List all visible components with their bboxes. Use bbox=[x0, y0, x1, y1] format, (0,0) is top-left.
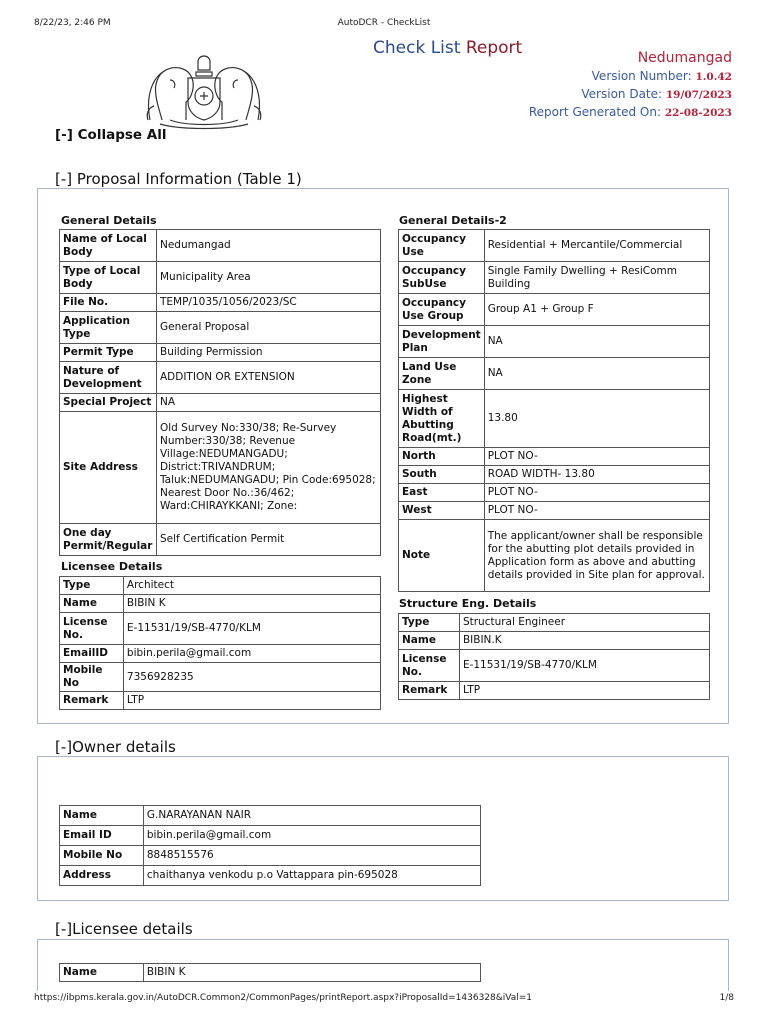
table-row bbox=[60, 613, 381, 645]
report-generated-value: 22-08-2023 bbox=[664, 107, 732, 119]
table-row bbox=[60, 524, 381, 556]
report-title-part1: Check List bbox=[373, 38, 461, 58]
table-row bbox=[60, 262, 381, 294]
general-details-2-caption: General Details-2 bbox=[399, 214, 507, 227]
report-meta bbox=[529, 50, 732, 122]
row-value: NA bbox=[156, 394, 380, 412]
row-value: G.NARAYANAN NAIR bbox=[143, 806, 480, 826]
row-key: Permit Type bbox=[60, 344, 157, 362]
row-key: Occupancy SubUse bbox=[399, 262, 485, 294]
licensee-section-toggle[interactable]: [-]Licensee details bbox=[55, 920, 193, 938]
row-key: EmailID bbox=[60, 645, 124, 663]
row-key: Type bbox=[60, 577, 124, 595]
table-row bbox=[399, 466, 710, 484]
row-value: Structural Engineer bbox=[459, 614, 709, 632]
row-value: Nedumangad bbox=[156, 230, 380, 262]
row-key: North bbox=[399, 448, 485, 466]
row-key: Name of Local Body bbox=[60, 230, 157, 262]
row-value: BIBIN.K bbox=[459, 632, 709, 650]
table-row bbox=[399, 614, 710, 632]
row-value: BIBIN K bbox=[143, 964, 480, 982]
row-value: Municipality Area bbox=[156, 262, 380, 294]
general-details-table bbox=[59, 229, 381, 556]
row-key: Note bbox=[399, 520, 485, 592]
row-value: PLOT NO- bbox=[484, 502, 709, 520]
version-date-value: 19/07/2023 bbox=[665, 89, 732, 101]
structure-eng-caption: Structure Eng. Details bbox=[399, 597, 537, 610]
print-header bbox=[0, 18, 768, 32]
table-row bbox=[60, 595, 381, 613]
row-key: File No. bbox=[60, 294, 157, 312]
print-datetime: 8/22/23, 2:46 PM bbox=[34, 18, 111, 28]
row-value: Single Family Dwelling + ResiComm Building bbox=[484, 262, 709, 294]
table-row bbox=[60, 412, 381, 524]
row-key: License No. bbox=[60, 613, 124, 645]
row-key: One day Permit/Regular bbox=[60, 524, 157, 556]
row-key: Special Project bbox=[60, 394, 157, 412]
print-page-title: AutoDCR - CheckList bbox=[337, 18, 431, 28]
row-value: chaithanya venkodu p.o Vattappara pin-695028 bbox=[143, 866, 480, 886]
row-value: Building Permission bbox=[156, 344, 380, 362]
owner-details-table bbox=[59, 805, 481, 886]
row-key: Mobile No bbox=[60, 846, 144, 866]
table-row bbox=[60, 806, 481, 826]
row-key: East bbox=[399, 484, 485, 502]
row-value: Residential + Mercantile/Commercial bbox=[484, 230, 709, 262]
table-row bbox=[399, 502, 710, 520]
row-value: Group A1 + Group F bbox=[484, 294, 709, 326]
table-row bbox=[60, 230, 381, 262]
report-generated-line bbox=[529, 104, 732, 122]
table-row bbox=[399, 390, 710, 448]
table-row bbox=[60, 362, 381, 394]
row-key: Land Use Zone bbox=[399, 358, 485, 390]
table-row bbox=[60, 294, 381, 312]
table-row bbox=[399, 632, 710, 650]
row-key: South bbox=[399, 466, 485, 484]
row-key: Highest Width of Abutting Road(mt.) bbox=[399, 390, 485, 448]
row-value: Self Certification Permit bbox=[156, 524, 380, 556]
row-key: License No. bbox=[399, 650, 460, 682]
row-value: bibin.perila@gmail.com bbox=[123, 645, 380, 663]
collapse-all-link[interactable]: [-] Collapse All bbox=[55, 127, 167, 143]
row-key: Remark bbox=[399, 682, 460, 700]
row-value: PLOT NO- bbox=[484, 484, 709, 502]
row-key: Development Plan bbox=[399, 326, 485, 358]
print-page-number: 1/8 bbox=[719, 993, 734, 1003]
row-value: LTP bbox=[123, 692, 380, 710]
row-key: Occupancy Use Group bbox=[399, 294, 485, 326]
proposal-section-toggle[interactable]: [-] Proposal Information (Table 1) bbox=[55, 170, 302, 188]
licensee-details-table bbox=[59, 576, 381, 710]
row-key: Address bbox=[60, 866, 144, 886]
row-value: E-11531/19/SB-4770/KLM bbox=[123, 613, 380, 645]
table-row bbox=[60, 394, 381, 412]
table-row bbox=[399, 230, 710, 262]
local-body-name: Nedumangad bbox=[637, 50, 732, 66]
row-key: Name bbox=[60, 964, 144, 982]
row-key: Occupancy Use bbox=[399, 230, 485, 262]
table-row bbox=[399, 358, 710, 390]
row-value: ADDITION OR EXTENSION bbox=[156, 362, 380, 394]
row-key: Mobile No bbox=[60, 663, 124, 692]
version-date-line bbox=[529, 86, 732, 104]
row-key: Type of Local Body bbox=[60, 262, 157, 294]
general-details-caption: General Details bbox=[61, 214, 157, 227]
row-key: Remark bbox=[60, 692, 124, 710]
version-number-value: 1.0.42 bbox=[695, 71, 732, 83]
kerala-emblem-icon bbox=[140, 50, 268, 132]
licensee-section-table bbox=[59, 963, 481, 982]
report-title-part2: Report bbox=[460, 38, 523, 58]
version-date-label: Version Date: bbox=[581, 87, 666, 101]
row-value: Architect bbox=[123, 577, 380, 595]
table-row bbox=[399, 520, 710, 592]
row-value: The applicant/owner shall be responsible for the abutting plot details provided in Application form as above and abutting details provided in Site plan for approval. bbox=[484, 520, 709, 592]
row-value: BIBIN K bbox=[123, 595, 380, 613]
row-key: Name bbox=[60, 806, 144, 826]
table-row bbox=[60, 663, 381, 692]
table-row bbox=[60, 866, 481, 886]
table-row bbox=[60, 344, 381, 362]
table-row bbox=[399, 326, 710, 358]
row-key: Application Type bbox=[60, 312, 157, 344]
general-details-2-table bbox=[398, 229, 710, 592]
row-key: Email ID bbox=[60, 826, 144, 846]
table-row bbox=[399, 682, 710, 700]
table-row bbox=[60, 964, 481, 982]
table-row bbox=[60, 846, 481, 866]
table-row bbox=[60, 312, 381, 344]
licensee-details-caption: Licensee Details bbox=[61, 560, 163, 573]
table-row bbox=[60, 645, 381, 663]
owner-section-toggle[interactable]: [-]Owner details bbox=[55, 738, 176, 756]
report-generated-label: Report Generated On: bbox=[528, 105, 665, 119]
table-row bbox=[399, 484, 710, 502]
table-row bbox=[399, 448, 710, 466]
structure-eng-table bbox=[398, 613, 710, 700]
row-value: 7356928235 bbox=[123, 663, 380, 692]
row-key: Name bbox=[60, 595, 124, 613]
row-key: Nature of Development bbox=[60, 362, 157, 394]
row-value: NA bbox=[484, 326, 709, 358]
row-value: ROAD WIDTH- 13.80 bbox=[484, 466, 709, 484]
report-title bbox=[373, 38, 522, 58]
row-value: Old Survey No:330/38; Re-Survey Number:330/38; Revenue Village:NEDUMANGADU; District:TRIVANDRUM; Taluk:NEDUMANGADU; Pin Code:695028; Nearest Door No.:36/462; Ward:CHIRAYKKANI; Zone: bbox=[156, 412, 380, 524]
print-url: https://ibpms.kerala.gov.in/AutoDCR.Common2/CommonPages/printReport.aspx?iProposalId=1436328&iVal=1 bbox=[34, 993, 533, 1003]
table-row bbox=[399, 294, 710, 326]
table-row bbox=[60, 577, 381, 595]
table-row bbox=[399, 262, 710, 294]
row-key: Type bbox=[399, 614, 460, 632]
table-row bbox=[60, 692, 381, 710]
row-value: NA bbox=[484, 358, 709, 390]
version-number-label: Version Number: bbox=[591, 69, 696, 83]
row-value: General Proposal bbox=[156, 312, 380, 344]
row-key: Site Address bbox=[60, 412, 157, 524]
version-number-line bbox=[529, 68, 732, 86]
table-row bbox=[399, 650, 710, 682]
row-value: 13.80 bbox=[484, 390, 709, 448]
row-value: PLOT NO- bbox=[484, 448, 709, 466]
row-key: West bbox=[399, 502, 485, 520]
row-value: E-11531/19/SB-4770/KLM bbox=[459, 650, 709, 682]
row-key: Name bbox=[399, 632, 460, 650]
row-value: TEMP/1035/1056/2023/SC bbox=[156, 294, 380, 312]
row-value: LTP bbox=[459, 682, 709, 700]
table-row bbox=[60, 826, 481, 846]
row-value: bibin.perila@gmail.com bbox=[143, 826, 480, 846]
row-value: 8848515576 bbox=[143, 846, 480, 866]
